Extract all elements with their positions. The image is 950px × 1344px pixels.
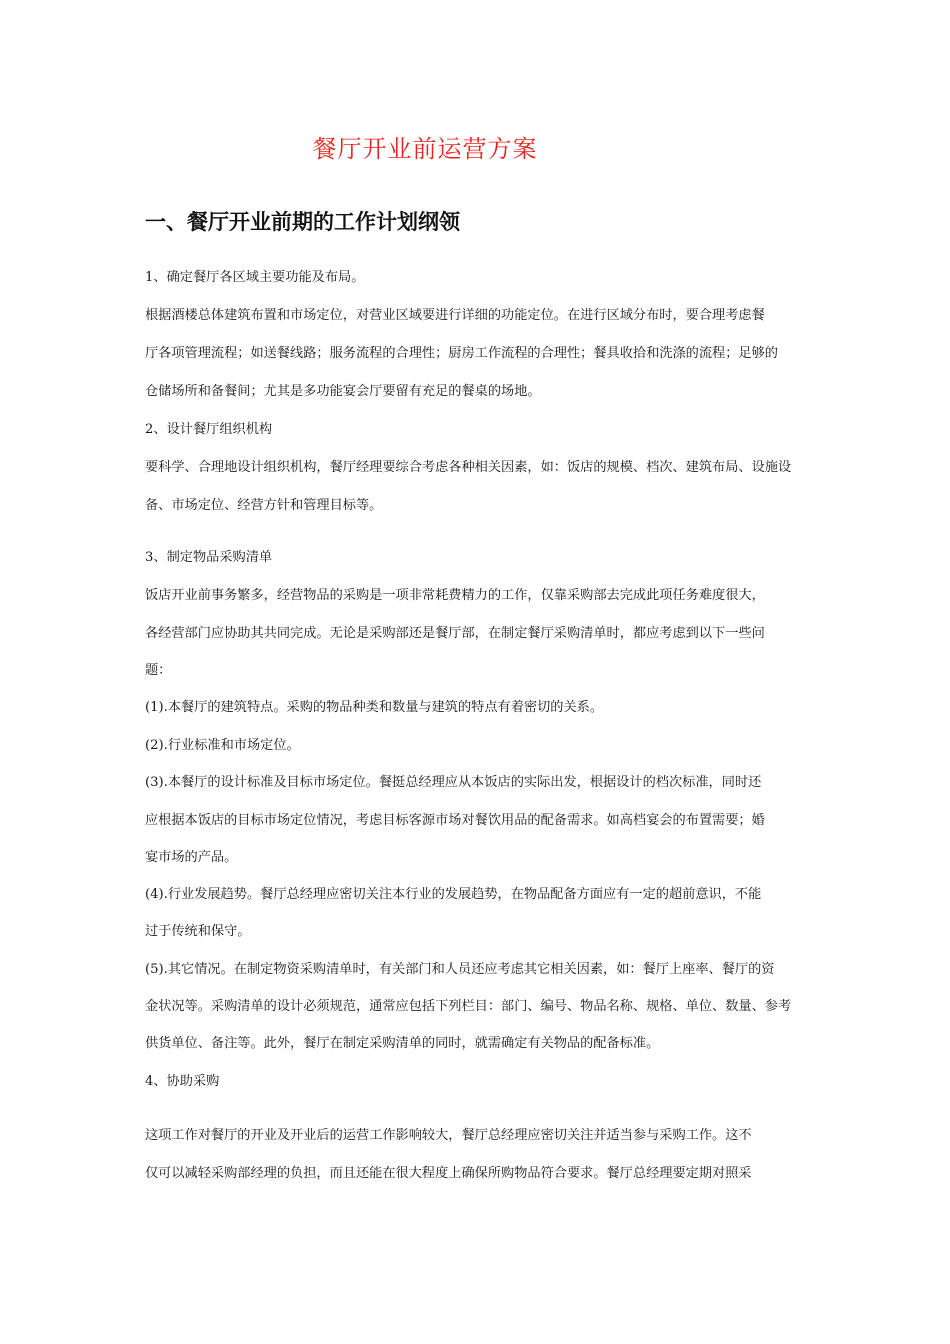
paragraph-line: 金状况等。采购清单的设计必须规范，通常应包括下列栏目：部门、编号、物品名称、规格、单位、数量、参考 [145, 999, 792, 1014]
paragraph-line: 过于传统和保守。 [145, 924, 251, 939]
paragraph-line: 这项工作对餐厅的开业及开业后的运营工作影响较大，餐厅总经理应密切关注并适当参与采购工作。这不 [145, 1128, 752, 1143]
list-item: (1).本餐厅的建筑特点。采购的物品种类和数量与建筑的特点有着密切的关系。 [145, 700, 604, 715]
paragraph-line: 仓储场所和备餐间；尤其是多功能宴会厅要留有充足的餐桌的场地。 [145, 384, 541, 399]
list-item: (5).其它情况。在制定物资采购清单时，有关部门和人员还应考虑其它相关因素，如：餐厅上座率、餐厅的资 [145, 962, 775, 977]
paragraph-line: 厅各项管理流程；如送餐线路；服务流程的合理性；厨房工作流程的合理性；餐具收拾和洗涤的流程；足够的 [145, 346, 778, 361]
paragraph-line: 各经营部门应协助其共同完成。无论是采购部还是餐厅部，在制定餐厅采购清单时，都应考虑到以下一些问 [145, 626, 765, 641]
paragraph-line: 应根据本饭店的目标市场定位情况，考虑目标客源市场对餐饮用品的配备需求。如高档宴会的布置需要；婚 [145, 813, 765, 828]
paragraph-line: 题： [145, 663, 172, 678]
paragraph-line: 宴市场的产品。 [145, 850, 238, 865]
list-item: (4).行业发展趋势。餐厅总经理应密切关注本行业的发展趋势，在物品配备方面应有一定的超前意识，不能 [145, 887, 762, 902]
section-heading: 一、餐厅开业前期的工作计划纲领 [145, 210, 460, 234]
paragraph-line: 要科学、合理地设计组织机构，餐厅经理要综合考虑各种相关因素，如：饭店的规模、档次、建筑布局、设施设 [145, 460, 792, 475]
paragraph-line: 供货单位、备注等。此外，餐厅在制定采购清单的同时，就需确定有关物品的配备标准。 [145, 1036, 660, 1051]
item-heading-4: 4、协助采购 [145, 1074, 220, 1089]
list-item: (2).行业标准和市场定位。 [145, 738, 300, 753]
paragraph-line: 饭店开业前事务繁多，经营物品的采购是一项非常耗费精力的工作，仅靠采购部去完成此项任务难度很大， [145, 588, 765, 603]
list-item: (3).本餐厅的设计标准及目标市场定位。餐挺总经理应从本饭店的实际出发，根据设计的档次标准，同时还 [145, 775, 762, 790]
paragraph-line: 仅可以减轻采购部经理的负担，而且还能在很大程度上确保所购物品符合要求。餐厅总经理要定期对照采 [145, 1166, 752, 1181]
item-heading-1: 1、确定餐厅各区域主要功能及布局。 [145, 270, 365, 285]
item-heading-2: 2、设计餐厅组织机构 [145, 422, 273, 437]
item-heading-3: 3、制定物品采购清单 [145, 550, 273, 565]
paragraph-line: 根据酒楼总体建筑布置和市场定位，对营业区域要进行详细的功能定位。在进行区域分布时，要合理考虑餐 [145, 308, 765, 323]
document-title: 餐厅开业前运营方案 [312, 135, 538, 163]
paragraph-line: 备、市场定位、经营方针和管理目标等。 [145, 498, 383, 513]
